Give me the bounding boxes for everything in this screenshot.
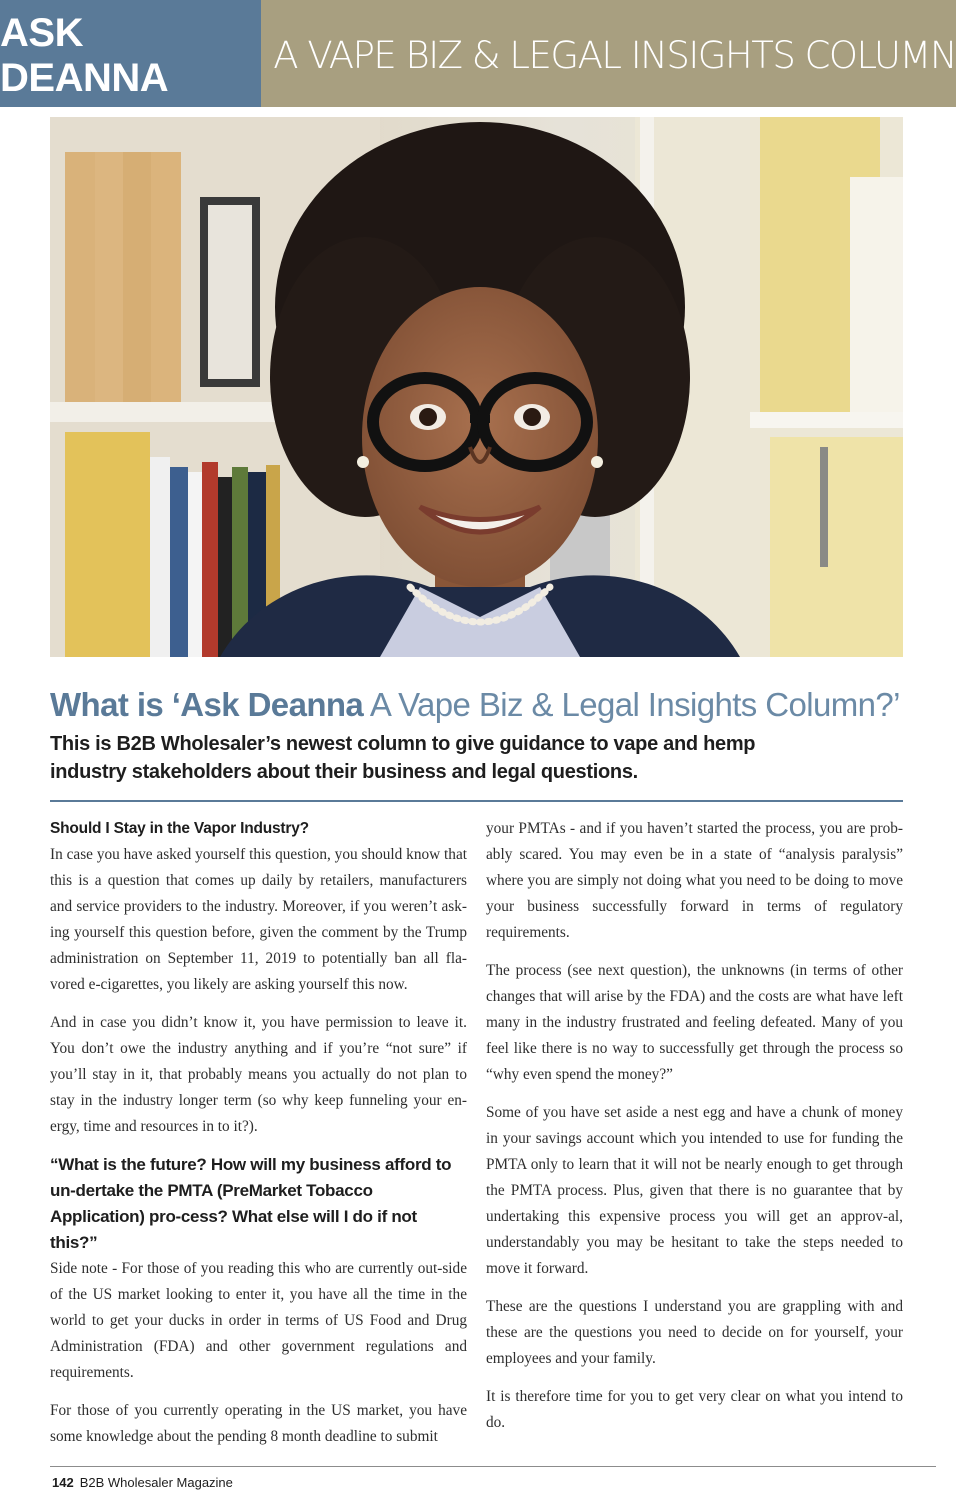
column-subtitle: A VAPE BIZ & LEGAL INSIGHTS COLUMN <box>273 34 956 77</box>
left-paragraph-4: For those of you currently operating in the US market, you have some knowledge about the pending 8 month deadline to submit <box>50 1402 467 1445</box>
right-column <box>486 816 903 1436</box>
article-subheading: Should I Stay in the Vapor Industry? <box>50 820 309 837</box>
intro-heading-light: A Vape Biz & Legal Insights Column?’ <box>363 686 900 723</box>
header-banner <box>0 0 956 107</box>
right-paragraph-2: The process (see next question), the unknowns (in terms of other changes that will arise by the FDA) and the costs are what have left many in the industry frustrated and feeling defeated. Many of you feel like there is no way to successfully get through the process so “why even spend the money?” <box>486 962 903 1083</box>
intro-heading <box>50 686 910 724</box>
banner-right-block <box>261 0 956 107</box>
left-paragraph-1: In case you have asked yourself this question, you should know that this is a question that comes up daily by retailers, manufacturers and service providers to the industry. Moreover, if you weren’t ask-ing yourself this question before, given the comment by the Trump administration on September 11, 2019 to potentially ban all fla-vored e-cigarettes, you likely are asking yourself this now. <box>50 846 467 993</box>
footer-divider <box>50 1466 936 1467</box>
banner-left-block <box>0 0 261 107</box>
column-title: ASK DEANNA <box>0 10 169 100</box>
left-paragraph-3: Side note - For those of you reading this who are currently out-side of the US market looking to enter it, you have all the time in the world to get your ducks in order in terms of US Food and Drug Administration (FDA) and other government regulations and requirements. <box>50 1260 467 1381</box>
publication-name: B2B Wholesaler Magazine <box>79 1475 233 1490</box>
page-footer <box>52 1475 233 1490</box>
left-paragraph-2: And in case you didn’t know it, you have permission to leave it. You don’t owe the industry anything and if you’re “not sure” if you’ll stay in it, that probably means you actually do not plan to stay in the industry longer term (so why keep funneling your en-ergy, time and resources in to it?). <box>50 1014 467 1135</box>
right-paragraph-1: your PMTAs - and if you haven’t started the process, you are prob-ably scared. You may even be in a state of “analysis paralysis” where you are simply not doing what you need to be doing to move your business successfully forward in terms of regulatory requirements. <box>486 820 903 941</box>
right-paragraph-5: It is therefore time for you to get very clear on what you intend to do. <box>486 1388 903 1431</box>
right-paragraph-3: Some of you have set aside a nest egg and have a chunk of money in your savings account which you intended to use for funding the PMTA only to learn that it will not be nearly enough to get through the PMTA process. Plus, given that there is no guarantee that by undertaking this expensive process you will get an approv-al, understandably you may be hesitant to take the steps needed to move it forward. <box>486 1104 903 1277</box>
intro-heading-bold: What is ‘Ask Deanna <box>50 686 364 723</box>
portrait-photo <box>50 117 903 657</box>
left-column <box>50 816 467 1450</box>
intro-lede: This is B2B Wholesaler’s newest column to give guidance to vape and hemp industry stakeholders about their business and legal questions. <box>50 733 756 783</box>
right-paragraph-4: These are the questions I understand you are grappling with and these are the questions you need to decide on for yourself, your employees and your family. <box>486 1298 903 1367</box>
pull-quote: “What is the future? How will my business afford to un-dertake the PMTA (PreMarket Tobacco Application) pro-cess? What else will I do if not this?” <box>50 1155 452 1252</box>
section-divider <box>50 800 903 802</box>
page-number: 142 <box>52 1475 74 1490</box>
